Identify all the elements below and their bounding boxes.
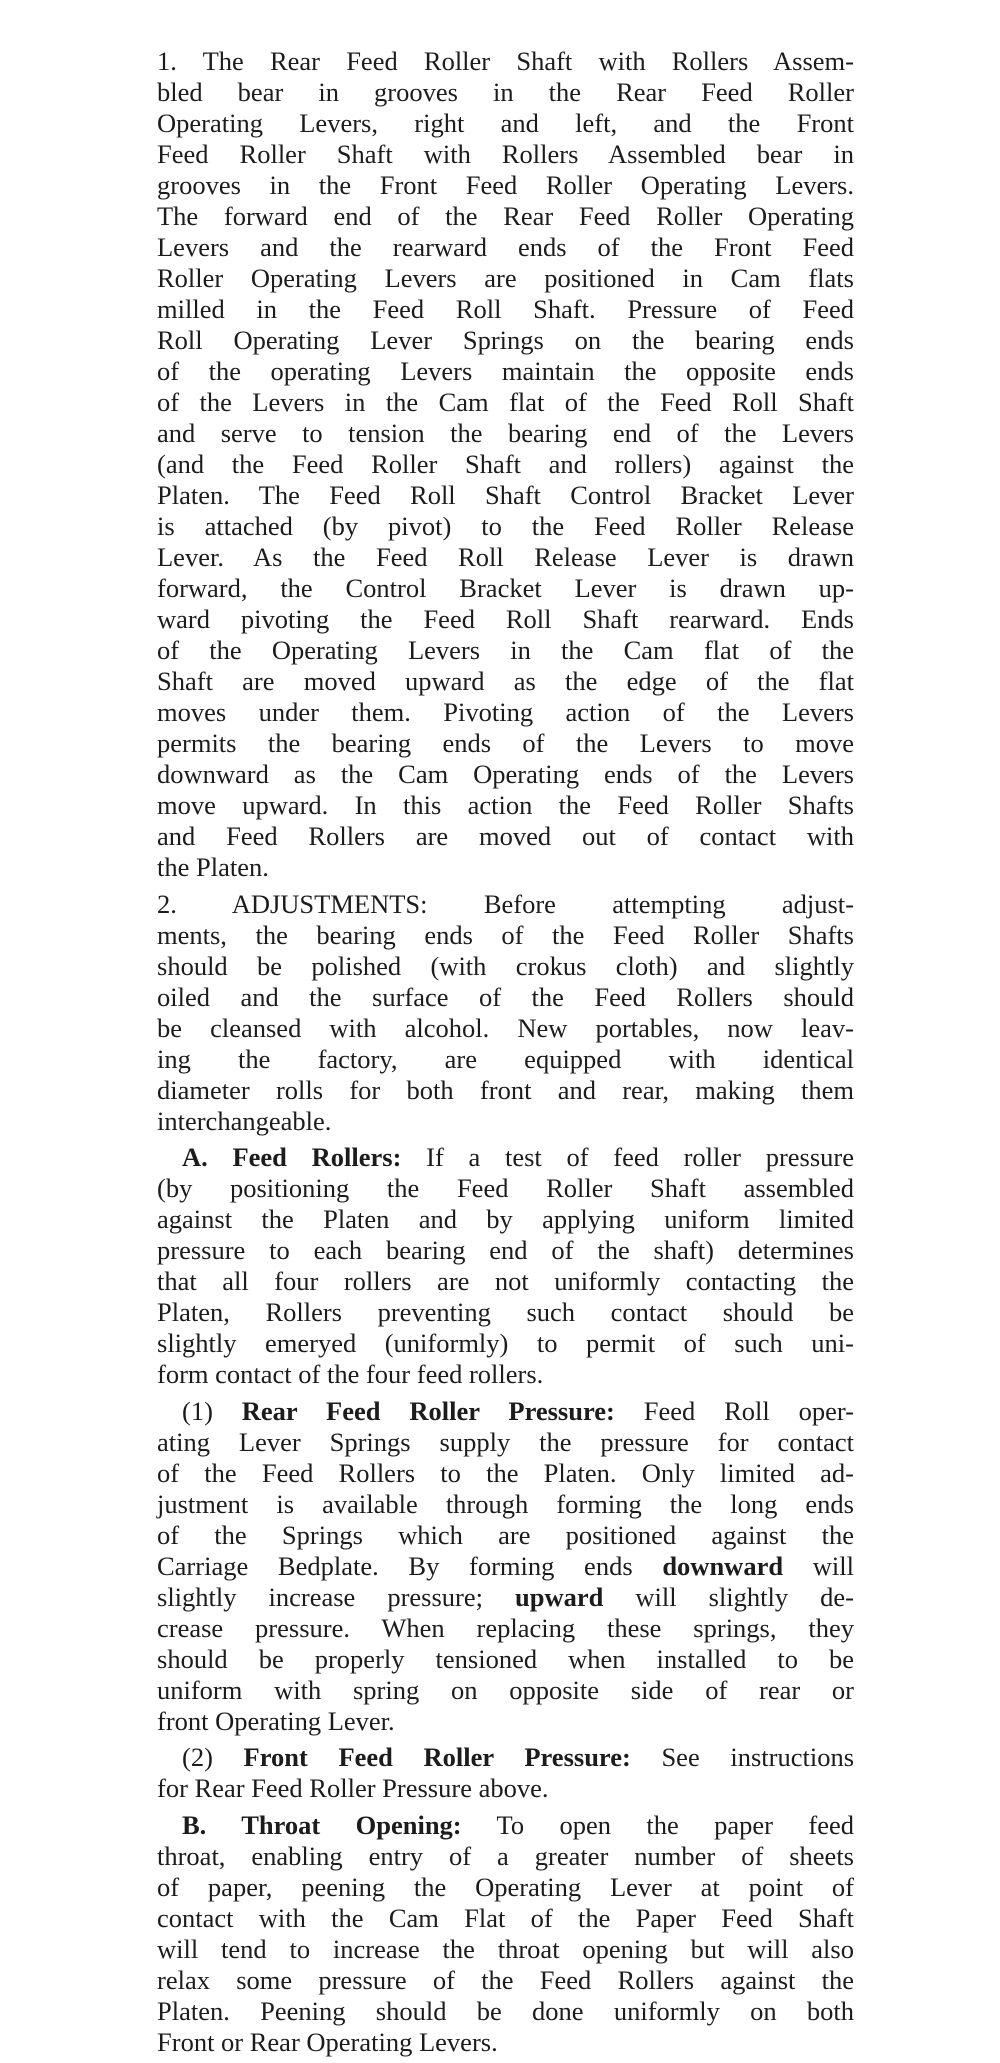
text-line: contact with the Cam Flat of the Paper Feed Shaft: [157, 1902, 854, 1933]
text-line: oiled and the surface of the Feed Rollers should: [157, 981, 854, 1012]
text-line: Front or Rear Operating Levers.: [157, 2026, 498, 2057]
text-line: moves under them. Pivoting action of the Levers: [157, 697, 854, 727]
text-line: milled in the Feed Roll Shaft. Pressure of Feed: [157, 294, 854, 324]
text-line: and Feed Rollers are moved out of contact with: [157, 821, 854, 851]
text-line: Feed Roller Shaft with Rollers Assembled bear in: [157, 139, 854, 169]
text-line: 1. The Rear Feed Roller Shaft with Rollers Assem-: [157, 46, 854, 76]
text-line: front Operating Lever.: [157, 1705, 395, 1736]
text-line: Levers and the rearward ends of the Front Feed: [157, 232, 854, 262]
text-line: A. Feed Rollers: If a test of feed roller pressure: [182, 1142, 854, 1172]
document-page: [157, 46, 854, 2063]
paragraph-front-feed-roller-pressure: [157, 1742, 854, 1804]
text-line: Lever. As the Feed Roll Release Lever is drawn: [157, 542, 854, 572]
text-line: interchangeable.: [157, 1105, 332, 1136]
text-line: ating Lever Springs supply the pressure for contact: [157, 1426, 854, 1457]
text-line: slightly emeryed (uniformly) to permit of such uni-: [157, 1328, 854, 1358]
text-line: throat, enabling entry of a greater number of sheets: [157, 1840, 854, 1871]
paragraph-adjustments: [157, 889, 854, 1137]
text-line: grooves in the Front Feed Roller Operating Levers.: [157, 170, 854, 200]
paragraph-throat-opening: [157, 1810, 854, 2058]
text-line: (1) Rear Feed Roller Pressure: Feed Roll oper-: [182, 1395, 854, 1426]
text-line: for Rear Feed Roller Pressure above.: [157, 1773, 549, 1803]
emphasis-downward: downward: [662, 1550, 784, 1581]
text-line: move upward. In this action the Feed Roller Shafts: [157, 790, 854, 820]
text-line: justment is available through forming the long ends: [157, 1488, 854, 1519]
emphasis-upward: upward: [515, 1581, 604, 1612]
text-line: of the Feed Rollers to the Platen. Only limited ad-: [157, 1457, 854, 1488]
text-line: relax some pressure of the Feed Rollers against the: [157, 1964, 854, 1995]
text-line: should be properly tensioned when installed to be: [157, 1643, 854, 1674]
text-line: bled bear in grooves in the Rear Feed Roller: [157, 77, 854, 107]
text-line: slightly increase pressure; upward will slightly de-: [157, 1581, 854, 1612]
text-line: form contact of the four feed rollers.: [157, 1359, 544, 1389]
text-line: of the Springs which are positioned against the: [157, 1519, 854, 1550]
paragraph-feed-rollers: [157, 1142, 854, 1390]
text-line: (2) Front Feed Roller Pressure: See instructions: [182, 1742, 855, 1772]
text-line: (by positioning the Feed Roller Shaft assembled: [157, 1173, 854, 1203]
text-line: Roller Operating Levers are positioned in Cam flats: [157, 263, 854, 293]
text-line: 2. ADJUSTMENTS: Before attempting adjust-: [157, 888, 854, 919]
text-line: is attached (by pivot) to the Feed Roller Release: [157, 511, 854, 541]
text-line: Platen. Peening should be done uniformly on both: [157, 1995, 854, 2026]
text-line: of the operating Levers maintain the opposite ends: [157, 356, 854, 386]
text-line: that all four rollers are not uniformly contacting the: [157, 1266, 854, 1296]
text-line: Roll Operating Lever Springs on the bearing ends: [157, 325, 854, 355]
text-line: uniform with spring on opposite side of rear or: [157, 1674, 854, 1705]
section-heading-feed-rollers: A. Feed Rollers:: [182, 1142, 402, 1172]
text-line: ments, the bearing ends of the Feed Roller Shafts: [157, 919, 854, 950]
text-line: crease pressure. When replacing these springs, they: [157, 1612, 854, 1643]
text-line: and serve to tension the bearing end of the Levers: [157, 418, 854, 448]
text-line: downward as the Cam Operating ends of the Levers: [157, 759, 854, 789]
section-heading-throat-opening: B. Throat Opening:: [182, 1809, 462, 1840]
text-line: Operating Levers, right and left, and the Front: [157, 108, 854, 138]
text-line: will tend to increase the throat opening but will also: [157, 1933, 854, 1964]
paragraph-rear-feed-roller-pressure: [157, 1396, 854, 1737]
paragraph-description: [157, 46, 854, 883]
text-line: ward pivoting the Feed Roll Shaft rearward. Ends: [157, 604, 854, 634]
text-line: of paper, peening the Operating Lever at point of: [157, 1871, 854, 1902]
section-heading-rear-pressure: Rear Feed Roller Pressure:: [241, 1395, 615, 1426]
text-line: ing the factory, are equipped with identical: [157, 1043, 854, 1074]
text-line: The forward end of the Rear Feed Roller Operating: [157, 201, 854, 231]
text-line: Platen. The Feed Roll Shaft Control Bracket Lever: [157, 480, 854, 510]
text-line: Platen, Rollers preventing such contact should be: [157, 1297, 854, 1327]
text-line: B. Throat Opening: To open the paper feed: [182, 1809, 854, 1840]
text-line: (and the Feed Roller Shaft and rollers) against the: [157, 449, 854, 479]
text-line: Carriage Bedplate. By forming ends downward will: [157, 1550, 854, 1581]
text-line: Shaft are moved upward as the edge of the flat: [157, 666, 854, 696]
text-line: of the Operating Levers in the Cam flat of the: [157, 635, 854, 665]
section-heading-front-pressure: Front Feed Roller Pressure:: [243, 1742, 631, 1772]
text-line: permits the bearing ends of the Levers to move: [157, 728, 854, 758]
text-line: pressure to each bearing end of the shaft) determines: [157, 1235, 854, 1265]
text-line: the Platen.: [157, 852, 269, 882]
text-line: of the Levers in the Cam flat of the Feed Roll Shaft: [157, 387, 854, 417]
text-line: forward, the Control Bracket Lever is drawn up-: [157, 573, 854, 603]
text-line: be cleansed with alcohol. New portables, now leav-: [157, 1012, 854, 1043]
text-line: against the Platen and by applying uniform limited: [157, 1204, 854, 1234]
text-line: should be polished (with crokus cloth) and slightly: [157, 950, 854, 981]
text-line: diameter rolls for both front and rear, making them: [157, 1074, 854, 1105]
